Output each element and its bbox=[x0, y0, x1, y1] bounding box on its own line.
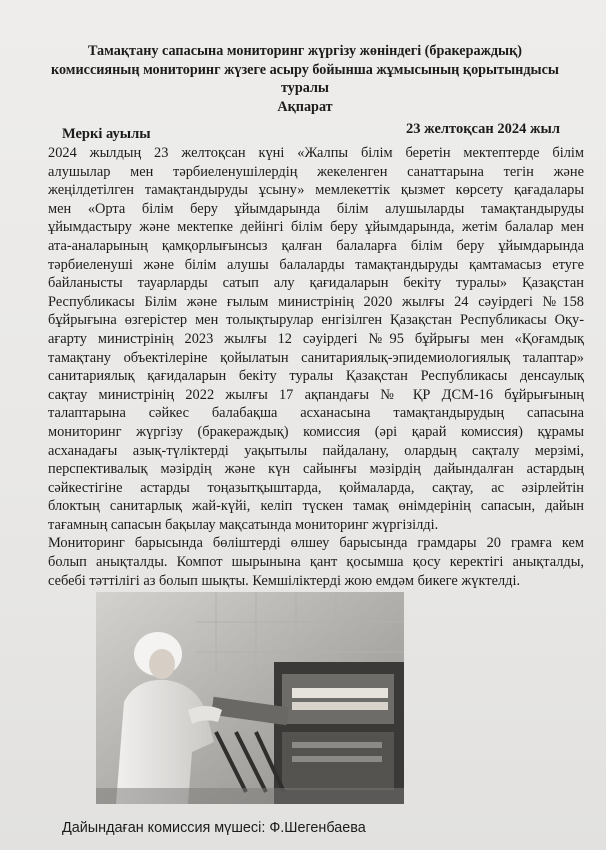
body-text bbox=[48, 144, 584, 590]
body-line: санитариялық қағидаларын бекіту туралы Қазақстан Республикасы денсаулық bbox=[48, 368, 584, 385]
body-line: блоктың санитарлық жай-күйі, келіп түскен тамақ өнімдерінің сапасын, дайын bbox=[48, 498, 584, 515]
kitchen-photo bbox=[96, 592, 404, 804]
body-line: алушылар мен тәрбиеленушілердің жекеленген санаттарына тегін және bbox=[48, 163, 584, 180]
body-line: ата-аналарының қамқорлығынсыз қалған балаларға білім беру ұйымдарында bbox=[48, 237, 584, 254]
body-line: мониторинг жүргізу (бракераждық) комиссия (әрі қарай комиссия) құрамы bbox=[48, 423, 584, 440]
prepared-by-caption: Дайындаған комиссия мүшесі: Ф.Шегенбаева bbox=[62, 820, 366, 836]
body-line: тағамның сапасын бақылау мақсатында мониторинг жүргізілді. bbox=[48, 516, 439, 533]
body-line: себебі тәттілігі аз болып шықты. Кемшіліктерді жою емдәм бикеге жүктелді. bbox=[48, 572, 521, 589]
body-line: ұйымдастыру және мектепке дейінгі білім беру ұйымдарында, жетім балалар мен bbox=[48, 219, 584, 236]
body-line: тамақтану объектілеріне қойылатын санитариялық-эпидемиологиялық талаптар» bbox=[48, 349, 584, 366]
body-line: 2024 жылдың 23 желтоқсан күні «Жалпы білім беретін мектептерде білім bbox=[48, 145, 584, 161]
body-line: мен «Орта білім беру ұйымдарында білім алушыларды тамақтандыруды bbox=[48, 200, 584, 217]
body-line: ағарту министрінің 2023 жылғы 12 сәуірдегі №95 бұйрығы мен «Қоғамдық bbox=[48, 330, 584, 347]
body-line: жеңілдетілген тамақтандыруды ұсыну» мемлекеттік қызмет көрсету қағадалары bbox=[48, 182, 584, 199]
title-line: Ақпарат bbox=[277, 98, 333, 115]
body-line: Республикасы Білім және ғылым министрінің 2020 жылғы 24 сәуірдегі №158 bbox=[48, 293, 584, 310]
title-line: комиссияның мониторинг жүзеге асыру бойынша жұмысының қорытындысы bbox=[51, 61, 559, 78]
body-line: сақтау министрінің 2022 жылғы 17 ақпандағы № ҚР ДСМ-16 бұйрығының bbox=[48, 386, 584, 403]
title-line: Тамақтану сапасына мониторинг жүргізу жөніндегі (бракераждық) bbox=[87, 43, 523, 59]
title-line: туралы bbox=[280, 80, 330, 96]
kitchen-photo-image bbox=[96, 592, 404, 804]
body-line: тәрбиеленуші және білім алушы балаларды тамақтандыруды қамтамасыз етуге bbox=[48, 256, 584, 273]
place-name: Меркі ауылы bbox=[62, 126, 151, 142]
body-line: талаптарына сәйкес балабақша асханасына тамақтандырудың сапасына bbox=[48, 405, 584, 422]
body-line: асханадағы азық-түліктерді уақытылы пайдалану, олардың сақталу мерзімі, bbox=[48, 442, 584, 459]
document-title bbox=[40, 42, 570, 116]
body-line: байланысты тауарларды сатып алу қағидаларын бекіту туралы» Қазақстан bbox=[48, 275, 584, 292]
body-line: сәйкестігіне астарды тоңазытқыштарда, қоймаларда, сақтау, ас әзірлейтін bbox=[48, 479, 584, 496]
body-line: перспективалық мәзірдің және күн сайынғы мәзірдің дайындалған астардың bbox=[48, 461, 584, 478]
document-date: 23 желтоқсан 2024 жыл bbox=[406, 121, 560, 137]
body-line: Мониторинг барысында бөліштерді өлшеу барысында грамдары 20 грамға кем bbox=[48, 535, 584, 552]
body-line: бұйрығына өзгерістер мен толықтырулар енгізілген Қазақстан Республикасы Оқу- bbox=[48, 312, 584, 329]
body-line: болып анықталды. Компот шырынына қант қосымша қосу керектігі анықталды, bbox=[48, 554, 584, 571]
